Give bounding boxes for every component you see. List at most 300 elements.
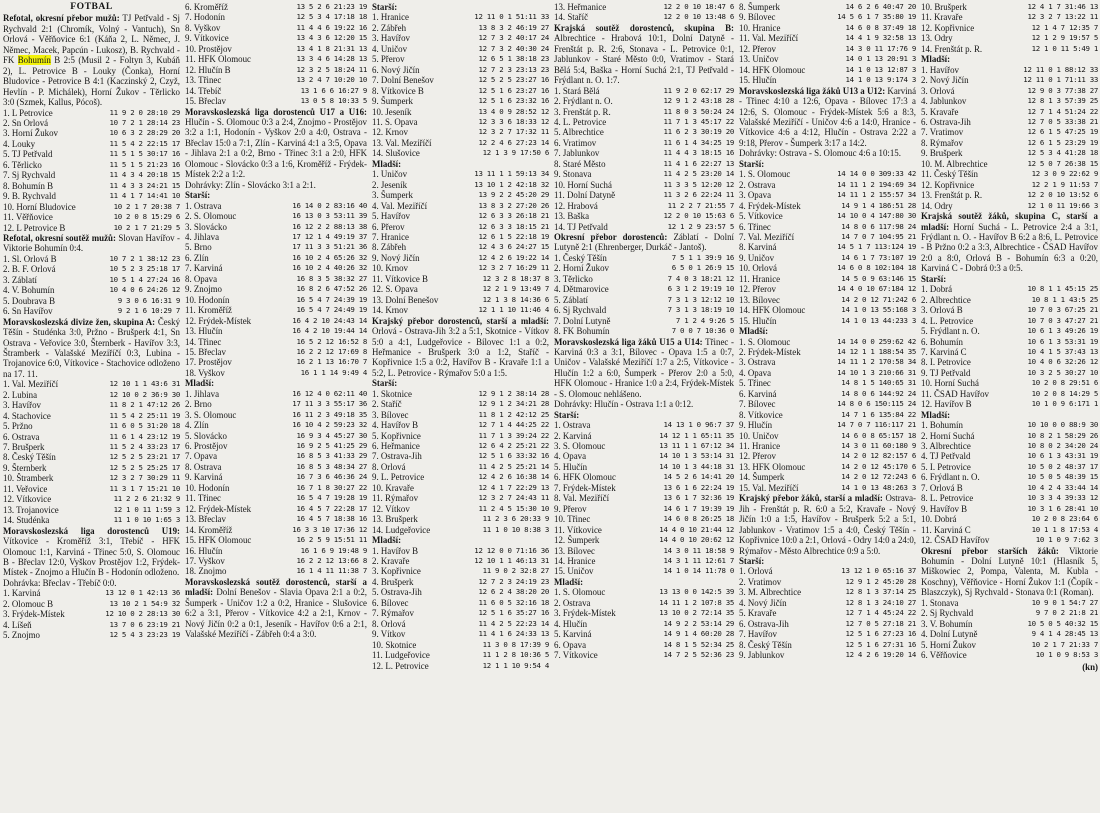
column-1 <box>3 2 180 813</box>
standings-table <box>372 12 549 158</box>
standings-row <box>554 451 734 461</box>
team-name: 2. B. F. Orlová <box>3 264 56 275</box>
team-name: 13. Bílovec <box>739 294 780 305</box>
standings-row <box>185 368 367 378</box>
results-text: Horní Suchá - L. Petrovice 2:4 a 3:1, Frýdlant n. O. - Havířov B 6:2 a 8:6, L. Petrovice - B Pržno 0:2 a 3:3, Albrechtice - ČSAD Havířov 2:0 a 8:0, Orlová B - Bohumín 6:3 a 0:20, Karviná C - Dobrá 0:3 a 0:5. <box>921 221 1098 274</box>
competition-title: Moravskoslezská liga žáků U13 a U12: <box>739 85 886 96</box>
results-text: Dolní Benešov - Slavia Opava 2:1 a 0:2, Šumperk - Uničov 1:2 a 0:2, Hranice - Slušovice 6:2 a 3:1, Přerov - Vítkovice 4:2 a 2:1, Krnov - Nový Jičín 0:2 a 0:1, Jeseník - Havířov 0:6 a 2:1, Valašské Meziříčí - Zábřeh 0:4 a 3:0. <box>185 587 367 640</box>
team-name: 7. Orlová B <box>921 482 963 493</box>
team-name: 13. Val. Meziříčí <box>372 137 432 148</box>
standings-row <box>921 368 1098 378</box>
team-name: 7. Hranice <box>372 231 409 242</box>
standings-row <box>739 23 916 33</box>
standings-table <box>739 169 916 326</box>
team-name: 1. Ostrava <box>554 420 591 431</box>
team-stats: 13 12 0 1 42:13 36 <box>105 588 180 598</box>
team-stats: 12 11 0 1 71:11 33 <box>1023 75 1098 85</box>
team-stats: 9 3 0 6 16:31 9 <box>117 295 180 305</box>
team-name: 11. Třinec <box>185 493 221 504</box>
standings-row <box>372 86 549 96</box>
team-name: 3. Orlová B <box>921 305 963 316</box>
team-stats: 14 10 0 4 147:80 30 <box>837 211 916 221</box>
team-name: 3. Havířov <box>3 400 41 411</box>
team-stats: 16 10 4 2 59:23 32 <box>292 420 367 430</box>
team-name: 1. Hranice <box>372 12 409 23</box>
team-stats: 14 6 1 7 19:39 19 <box>663 503 734 513</box>
standings-row <box>739 566 916 576</box>
standings-row <box>185 326 367 336</box>
team-stats: 14 4 0 10 67:184 12 <box>837 284 916 294</box>
team-name: 1. Val. Meziříčí <box>3 379 59 390</box>
standings-row <box>739 54 916 64</box>
team-name: 8. Ostrava <box>185 461 222 472</box>
team-stats: 14 4 1 9 32:58 13 <box>845 33 916 43</box>
team-name: 8. Český Těšín <box>739 639 792 650</box>
team-stats: 12 9 1 2 38:14 28 <box>478 388 549 398</box>
standings-row <box>3 306 180 316</box>
team-name: 4. Zlín <box>185 420 209 431</box>
standings-row <box>554 420 734 430</box>
team-stats: 10 2 1 7 21:33 7 <box>1031 639 1098 649</box>
team-stats: 10 2 1 7 21:29 5 <box>113 222 180 232</box>
team-stats: 10 2 0 8 15:29 6 <box>113 212 180 222</box>
team-stats: 16 3 3 10 17:36 12 <box>292 524 367 534</box>
team-name: 2. S. Olomouc <box>185 211 237 222</box>
table-subheading: Starší: <box>739 556 765 567</box>
standings-row <box>921 75 1098 85</box>
standings-row <box>554 284 734 294</box>
standings-row <box>554 86 734 96</box>
results-paragraph <box>739 86 916 149</box>
results-text: Viktorie Bohumín - Dolní Lutyně 10:1 (Hlasník 5, Miškowiec 2, Pompa, Valenta, M. Kubla - Koschny), Věřňovice - Horní Žukov 1:1 (Čopík - Blaszczyk), Sj Rychvald - Stonava 0:1 (Roman). <box>921 545 1098 598</box>
team-name: 10. M. Albrechtice <box>921 158 988 169</box>
standings-row <box>921 525 1098 535</box>
team-name: 6. Třinec <box>739 221 771 232</box>
team-stats: 12 5 1 6 23:27 16 <box>478 85 549 95</box>
team-stats: 14 2 0 12 82:157 6 <box>841 451 916 461</box>
team-stats: 10 5 1 4 27:24 16 <box>109 274 180 284</box>
standings-row <box>739 190 916 200</box>
team-stats: 12 7 3 2 40:17 24 <box>478 33 549 43</box>
standings-row <box>372 546 549 556</box>
team-stats: 11 4 2 5 22:23 14 <box>478 618 549 628</box>
team-name: 6. Sn Havířov <box>3 306 53 317</box>
team-name: 5. Pržno <box>3 421 33 432</box>
team-stats: 14 4 0 10 21:44 12 <box>659 524 734 534</box>
team-stats: 12 1 3 9 17:50 6 <box>482 148 549 158</box>
team-name: 14. Slušovice <box>372 148 420 159</box>
team-stats: 10 2 0 8 14:29 5 <box>1031 388 1098 398</box>
team-name: 3. Frýdek-Místek <box>3 609 65 620</box>
standings-row <box>921 12 1098 22</box>
team-stats: 13 4 1 8 21:31 13 <box>296 43 367 53</box>
team-name: 15. Břeclav <box>185 96 226 107</box>
team-stats: 10 2 0 8 29:51 6 <box>1031 378 1098 388</box>
team-name: 1. Havířov <box>921 64 959 75</box>
standings-row <box>3 452 180 462</box>
team-stats: 14 8 1 5 140:65 31 <box>841 378 916 388</box>
standings-row <box>921 389 1098 399</box>
team-stats: 14 5 2 6 14:41 20 <box>663 472 734 482</box>
team-name: 15. Hlučín <box>739 75 777 86</box>
team-stats: 10 6 3 2 28:29 20 <box>109 128 180 138</box>
team-name: 15. Hlučín <box>739 315 777 326</box>
standings-row <box>372 420 549 430</box>
team-name: 5. Slovácko <box>185 430 227 441</box>
competition-title: Krajská soutěž dorostenců, skupina B: <box>554 22 734 33</box>
team-stats: 10 8 1 1 43:5 25 <box>1031 294 1098 304</box>
team-stats: 14 14 0 0 309:33 42 <box>837 169 916 179</box>
standings-row <box>185 33 367 43</box>
team-stats: 14 13 1 0 96:7 37 <box>663 420 734 430</box>
team-stats: 10 6 1 3 43:31 19 <box>1027 451 1098 461</box>
team-stats: 14 8 0 6 117:98 24 <box>841 221 916 231</box>
team-stats: 12 2 0 10 18:47 6 <box>663 2 734 11</box>
table-subheading: Starší: <box>554 409 580 420</box>
team-name: 9. Znojmo <box>185 284 222 295</box>
team-name: 12. Vítkov <box>372 503 410 514</box>
team-stats: 14 9 2 2 53:14 29 <box>663 618 734 628</box>
standings-row <box>921 504 1098 514</box>
team-name: 3. Frýdek-Místek <box>554 608 616 619</box>
team-name: 6. Kroměříž <box>185 2 228 12</box>
team-stats: 16 5 4 7 24:49 19 <box>296 305 367 315</box>
team-stats: 17 12 1 4 49:19 37 <box>292 231 367 241</box>
results-text: Hlučín - S. Olomouc 0:3 a 2:4, Znojmo - Prostějov 3:2 a 1:1, Hodonín - Vyškov 2:0 a 4:0, Ostrava - Břeclav 15:0 a 7:1, Zlín - Karviná 4:1 a 3:5, Opava - Jihlava 2:1 a 0:2, Brno - Třinec 3:1 a 2:0, HFK Olomouc - Slovácko 0:3 a 1:6, Kroměříž - Frýdek-Místek 2:2 a 1:2. <box>185 116 367 180</box>
results-paragraph <box>554 399 734 409</box>
team-name: 4. Frýdek-Místek <box>739 200 801 211</box>
standings-row <box>185 535 367 545</box>
standings-row <box>739 472 916 482</box>
team-stats: 12 9 1 2 34:21 28 <box>478 399 549 409</box>
standings-row <box>739 253 916 263</box>
team-name: 8. Šumperk <box>739 2 780 12</box>
team-name: 2. Sj Rychvald <box>921 608 974 619</box>
standings-row <box>185 514 367 524</box>
standings-row <box>372 274 549 284</box>
standings-row <box>739 337 916 347</box>
standings-row <box>554 629 734 639</box>
team-name: 7. Bílovec <box>739 399 776 410</box>
standings-row <box>185 399 367 409</box>
team-stats: 10 2 1 7 20:38 7 <box>113 201 180 211</box>
team-stats: 7 4 0 3 18:21 12 <box>667 273 734 283</box>
team-name: 12. Kopřivnice <box>921 179 975 190</box>
team-name: 10. Hodonín <box>185 294 230 305</box>
team-stats: 16 2 1 13 16:70 7 <box>296 357 367 367</box>
team-stats: 12 8 1 3 57:39 25 <box>1027 96 1098 106</box>
team-name: 6. Nový Jičín <box>372 64 420 75</box>
team-stats: 11 4 3 3 24:21 15 <box>109 180 180 190</box>
team-stats: 17 11 3 3 55:17 36 <box>292 399 367 409</box>
team-stats: 16 8 2 6 47:52 26 <box>296 284 367 294</box>
competition-title: Refotal, okresní soutěž mužů: <box>3 232 116 243</box>
table-subheading: Mladší: <box>921 409 951 420</box>
team-stats: 10 4 1 5 37:43 13 <box>1027 346 1098 356</box>
team-stats: 10 1 0 9 8:53 3 <box>1035 650 1098 660</box>
team-stats: 16 4 2 10 19:44 14 <box>292 326 367 336</box>
standings-row <box>372 12 549 22</box>
team-name: 10. Jeseník <box>372 106 412 117</box>
standings-row <box>921 431 1098 441</box>
results-paragraph <box>372 316 549 379</box>
standings-row <box>739 629 916 639</box>
standings-row <box>372 107 549 117</box>
table-subheading: Mladší: <box>185 378 215 389</box>
team-name: 5. Záblatí <box>554 294 589 305</box>
standings-row <box>554 462 734 472</box>
team-name: 4. Nový Jičín <box>739 597 787 608</box>
team-name: 6. Věřňovice <box>921 650 967 661</box>
team-name: 14. Ludgeřovice <box>372 524 431 535</box>
standings-row <box>185 65 367 75</box>
standings-row <box>3 588 180 598</box>
standings-row <box>739 640 916 650</box>
team-name: 11. Hranice <box>739 273 781 284</box>
team-stats: 11 6 0 5 32:16 18 <box>478 597 549 607</box>
standings-row <box>185 566 367 576</box>
standings-row <box>554 201 734 211</box>
team-stats: 11 1 0 10 8:38 3 <box>482 524 549 534</box>
standings-row <box>554 117 734 127</box>
standings-table <box>921 2 1098 54</box>
team-name: 12. Hlučín B <box>185 64 231 75</box>
standings-row <box>921 347 1098 357</box>
standings-row <box>185 201 367 211</box>
standings-row <box>185 295 367 305</box>
team-name: 9. Vítkovice <box>185 33 229 44</box>
team-name: 1. Stonava <box>921 597 959 608</box>
results-paragraph <box>554 23 734 86</box>
team-stats: 12 3 2 5 18:24 11 <box>296 64 367 74</box>
standings-row <box>739 431 916 441</box>
team-stats: 13 11 1 1 59:13 34 <box>474 169 549 179</box>
standings-row <box>921 107 1098 117</box>
standings-row <box>554 159 734 169</box>
team-stats: 11 4 1 6 24:33 13 <box>478 629 549 639</box>
team-name: 17. Vyškov <box>185 556 225 567</box>
team-stats: 16 8 3 5 38:32 27 <box>296 273 367 283</box>
team-name: 4. Uničov <box>372 43 408 54</box>
standings-row <box>921 441 1098 451</box>
standings-row <box>372 263 549 273</box>
team-stats: 11 6 0 5 31:20 18 <box>109 421 180 431</box>
team-stats: 12 5 1 6 27:31 16 <box>845 639 916 649</box>
team-name: 1. Havířov B <box>372 545 419 556</box>
standings-row <box>921 535 1098 545</box>
team-stats: 16 7 3 6 46:36 24 <box>296 472 367 482</box>
standings-row <box>554 431 734 441</box>
standings-row <box>921 357 1098 367</box>
standings-row <box>739 169 916 179</box>
team-stats: 12 1 1 10 9:54 4 <box>482 660 549 670</box>
competition-title: Krajský přebor dorostenců, starší a mladší: <box>372 315 549 326</box>
standings-row <box>3 484 180 494</box>
standings-row <box>372 441 549 451</box>
standings-row <box>739 598 916 608</box>
team-stats: 13 8 3 2 27:20 26 <box>478 200 549 210</box>
standings-row <box>3 296 180 306</box>
team-stats: 12 11 0 1 88:12 33 <box>1023 64 1098 74</box>
standings-row <box>739 33 916 43</box>
standings-row <box>185 211 367 221</box>
team-stats: 16 8 5 3 48:34 27 <box>296 461 367 471</box>
team-name: 7. Dolní Benešov <box>372 75 434 86</box>
team-stats: 13 10 1 2 42:18 32 <box>474 179 549 189</box>
team-name: 9. Šternberk <box>3 462 47 473</box>
team-stats: 14 7 1 6 135:84 22 <box>841 409 916 419</box>
team-stats: 14 6 0 8 26:25 18 <box>663 514 734 524</box>
team-name: 3. Těrlicko <box>554 273 593 284</box>
team-stats: 11 2 3 6 20:33 9 <box>482 514 549 524</box>
team-name: 2. Sn Orlová <box>3 117 49 128</box>
standings-row <box>739 462 916 472</box>
team-stats: 10 2 0 8 23:64 6 <box>1031 514 1098 524</box>
team-stats: 12 5 1 6 35:27 16 <box>478 608 549 618</box>
team-name: 10. Horní Suchá <box>554 179 612 190</box>
team-stats: 11 3 3 5 12:20 12 <box>663 179 734 189</box>
results-text: Třinec - Karviná 0:3 a 3:1, Bílovec - Opava 1:5 a 0:7, Uničov - Valašské Meziříčí 1:7 a 2:5, Vítkovice - Hlučín 1:2 a 6:0, Šumperk - Přerov 2:0 a 5:0, HFK Olomouc - Hranice 1:0 a 2:4, Frýdek-Místek - S. Olomouc nehlášeno. <box>554 336 734 399</box>
standings-row <box>372 54 549 64</box>
team-name: 2. Staříč <box>372 399 402 410</box>
team-name: 14. Hranice <box>554 556 596 567</box>
results-paragraph <box>3 13 180 107</box>
team-name: 4. Dětmarovice <box>554 284 609 295</box>
standings-row <box>554 566 734 576</box>
team-stats: 12 1 0 11 19:66 3 <box>1027 200 1098 210</box>
standings-row <box>554 222 734 232</box>
standings-row <box>554 169 734 179</box>
team-stats: 14 3 0 11 60:180 9 <box>841 441 916 451</box>
column-4 <box>554 2 734 813</box>
standings-table <box>3 254 180 317</box>
team-name: 12. Přerov <box>739 284 776 295</box>
standings-row <box>3 254 180 264</box>
team-stats: 16 12 4 0 62:11 40 <box>292 388 367 398</box>
standings-row <box>921 483 1098 493</box>
standings-row <box>372 75 549 85</box>
team-name: 4. Havířov B <box>372 420 419 431</box>
standings-row <box>372 431 549 441</box>
standings-row <box>554 556 734 566</box>
standings-row <box>921 472 1098 482</box>
standings-row <box>185 316 367 326</box>
team-stats: 10 8 1 1 45:15 25 <box>1027 284 1098 294</box>
team-stats: 14 8 1 5 52:34 25 <box>663 639 734 649</box>
team-stats: 12 3 2 7 30:29 11 <box>109 473 180 483</box>
team-name: 10. Krnov <box>372 263 408 274</box>
team-stats: 11 7 1 3 39:24 22 <box>478 430 549 440</box>
standings-row <box>3 149 180 159</box>
team-stats: 12 12 0 0 71:16 36 <box>474 545 549 555</box>
results-paragraph <box>185 577 367 640</box>
standings-row <box>372 410 549 420</box>
team-name: 11. Val. Meziříčí <box>739 33 799 44</box>
competition-title: Okresní přebor starších žáků: <box>921 545 1059 556</box>
team-stats: 14 6 2 6 40:47 20 <box>845 2 916 11</box>
team-stats: 14 8 0 6 150:115 24 <box>837 399 916 409</box>
team-stats: 11 8 0 3 50:24 24 <box>663 106 734 116</box>
team-stats: 12 5 4 3 23:23 19 <box>109 630 180 640</box>
standings-row <box>921 23 1098 33</box>
standings-row <box>185 337 367 347</box>
team-name: 6. Ostrava-Jih <box>921 116 971 127</box>
team-name: 6. Zlín <box>185 252 209 263</box>
section-headline: FOTBAL <box>70 2 113 12</box>
standings-row <box>739 295 916 305</box>
results-text: Dohrávky: Hlučín - Ostrava 1:1 a 0:12. <box>554 399 694 410</box>
competition-title: Krajský přebor žáků, starší a mladší: <box>739 493 883 504</box>
team-name: 10. Hodonín <box>185 482 230 493</box>
standings-row <box>3 170 180 180</box>
team-stats: 7 3 1 3 18:19 10 <box>667 305 734 315</box>
standings-row <box>185 305 367 315</box>
team-name: 13. Brušperk <box>372 514 418 525</box>
standings-row <box>921 169 1098 179</box>
team-stats: 12 11 0 1 51:11 33 <box>474 12 549 22</box>
team-stats: 10 1 0 9 7:62 3 <box>1035 535 1098 545</box>
standings-row <box>372 117 549 127</box>
team-name: 12. Hrabová <box>554 200 598 211</box>
team-stats: 14 7 0 7 104:95 21 <box>841 231 916 241</box>
results-text: Záblatí - Dolní Lutyně 2:1 (Ehrenberger, Durkáč - Jantoš). <box>554 231 734 253</box>
standings-row <box>3 181 180 191</box>
team-name: 5. Třinec <box>739 378 771 389</box>
standings-row <box>372 222 549 232</box>
team-stats: 12 5 1 6 33:32 16 <box>478 451 549 461</box>
standings-row <box>3 128 180 138</box>
standings-row <box>554 12 734 22</box>
team-stats: 16 2 5 9 15:51 11 <box>296 535 367 545</box>
table-subheading: Starší: <box>372 2 398 12</box>
team-name: 2. Brno <box>185 399 212 410</box>
team-name: 8. Val. Meziříčí <box>554 493 610 504</box>
standings-row <box>3 264 180 274</box>
standings-table <box>554 587 734 660</box>
team-stats: 12 10 0 2 28:13 30 <box>105 609 180 619</box>
team-name: 6. HFK Olomouc <box>554 472 616 483</box>
team-name: 3. Orlová <box>921 85 955 96</box>
team-name: 5. TJ Petřvald <box>3 149 53 160</box>
team-stats: 13 8 3 2 46:19 27 <box>478 22 549 32</box>
standings-row <box>554 650 734 660</box>
table-subheading: Starší: <box>921 273 947 284</box>
standings-row <box>3 390 180 400</box>
standings-row <box>3 473 180 483</box>
team-stats: 12 6 5 1 38:18 23 <box>478 54 549 64</box>
team-name: 12. L Petrovice B <box>3 222 66 233</box>
column-2 <box>185 2 367 813</box>
team-name: 7. Vítkovice <box>554 650 598 661</box>
team-name: 6. Bohumín <box>921 336 963 347</box>
results-paragraph <box>554 337 734 400</box>
team-stats: 10 8 2 1 58:29 26 <box>1027 430 1098 440</box>
standings-row <box>554 619 734 629</box>
team-name: 5. Kravaře <box>921 106 959 117</box>
standings-row <box>185 274 367 284</box>
team-stats: 16 4 5 7 22:28 17 <box>296 503 367 513</box>
team-name: 3. Ostrava <box>739 357 776 368</box>
results-paragraph <box>3 578 180 588</box>
standings-row <box>372 44 549 54</box>
standings-row <box>185 75 367 85</box>
team-stats: 11 4 2 5 25:21 14 <box>478 461 549 471</box>
team-stats: 12 3 2 7 24:43 11 <box>478 493 549 503</box>
team-name: 10. Uničov <box>739 430 779 441</box>
team-stats: 11 4 2 5 23:20 14 <box>663 169 734 179</box>
team-name: 13. Dolní Benešov <box>372 294 439 305</box>
standings-row <box>185 451 367 461</box>
